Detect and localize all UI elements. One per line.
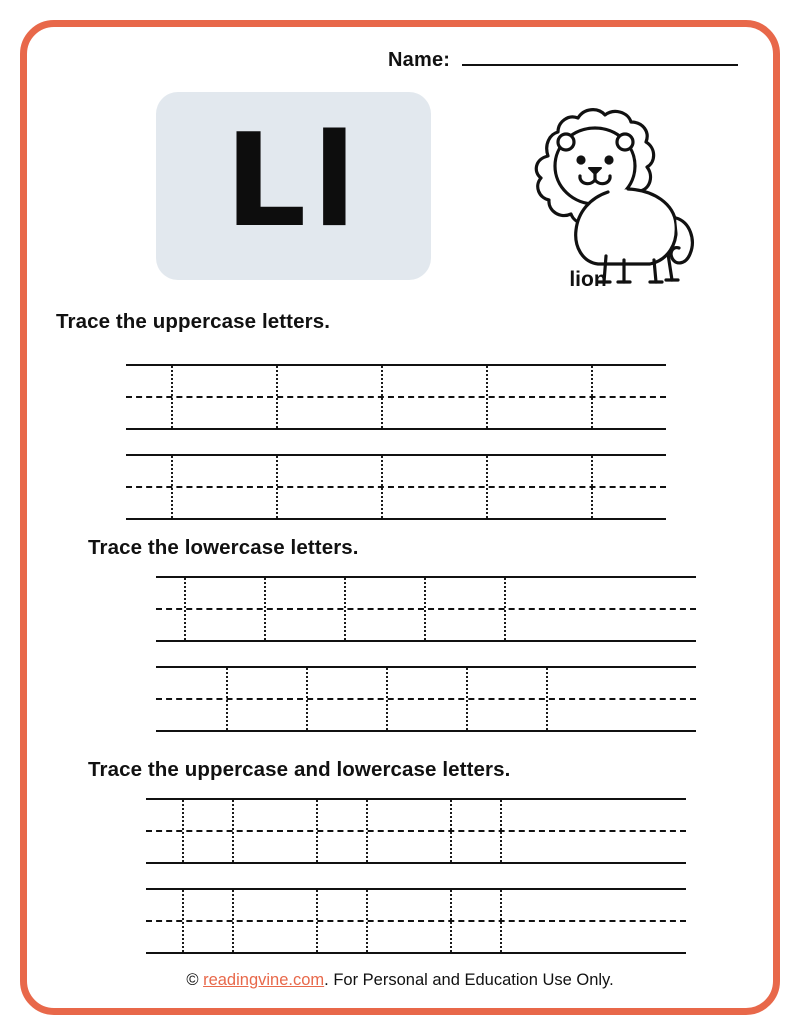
- baseline-top: [156, 576, 696, 578]
- section-heading-both: Trace the uppercase and lowercase letters.: [88, 758, 511, 781]
- baseline-bottom: [146, 862, 686, 864]
- illustration-caption: lion: [569, 268, 607, 291]
- trace-row[interactable]: [156, 666, 696, 730]
- trace-row[interactable]: [126, 364, 666, 428]
- midline-dashed: [156, 698, 696, 700]
- midline-dashed: [126, 396, 666, 398]
- section-heading-uppercase: Trace the uppercase letters.: [56, 310, 330, 333]
- name-label: Name:: [388, 49, 451, 71]
- worksheet-content: [48, 36, 752, 999]
- midline-dashed: [146, 920, 686, 922]
- letter-card: [156, 92, 431, 280]
- baseline-top: [156, 666, 696, 668]
- copyright-symbol: ©: [186, 971, 199, 989]
- footer-text: . For Personal and Education Use Only.: [324, 971, 614, 989]
- name-field-row: [388, 44, 738, 72]
- section-heading-lowercase: Trace the lowercase letters.: [88, 536, 359, 559]
- trace-row[interactable]: [146, 888, 686, 952]
- midline-dashed: [146, 830, 686, 832]
- site-link[interactable]: readingvine.com: [203, 971, 325, 989]
- baseline-bottom: [126, 428, 666, 430]
- midline-dashed: [156, 608, 696, 610]
- baseline-bottom: [146, 952, 686, 954]
- trace-row[interactable]: [156, 576, 696, 640]
- footer-credit: [48, 971, 752, 990]
- baseline-top: [126, 454, 666, 456]
- baseline-bottom: [156, 640, 696, 642]
- letter-card-glyph: Ll: [224, 107, 363, 256]
- trace-row[interactable]: [146, 798, 686, 862]
- baseline-top: [146, 888, 686, 890]
- name-write-line[interactable]: [462, 44, 738, 66]
- baseline-top: [126, 364, 666, 366]
- midline-dashed: [126, 486, 666, 488]
- trace-row[interactable]: [126, 454, 666, 518]
- baseline-bottom: [126, 518, 666, 520]
- baseline-bottom: [156, 730, 696, 732]
- baseline-top: [146, 798, 686, 800]
